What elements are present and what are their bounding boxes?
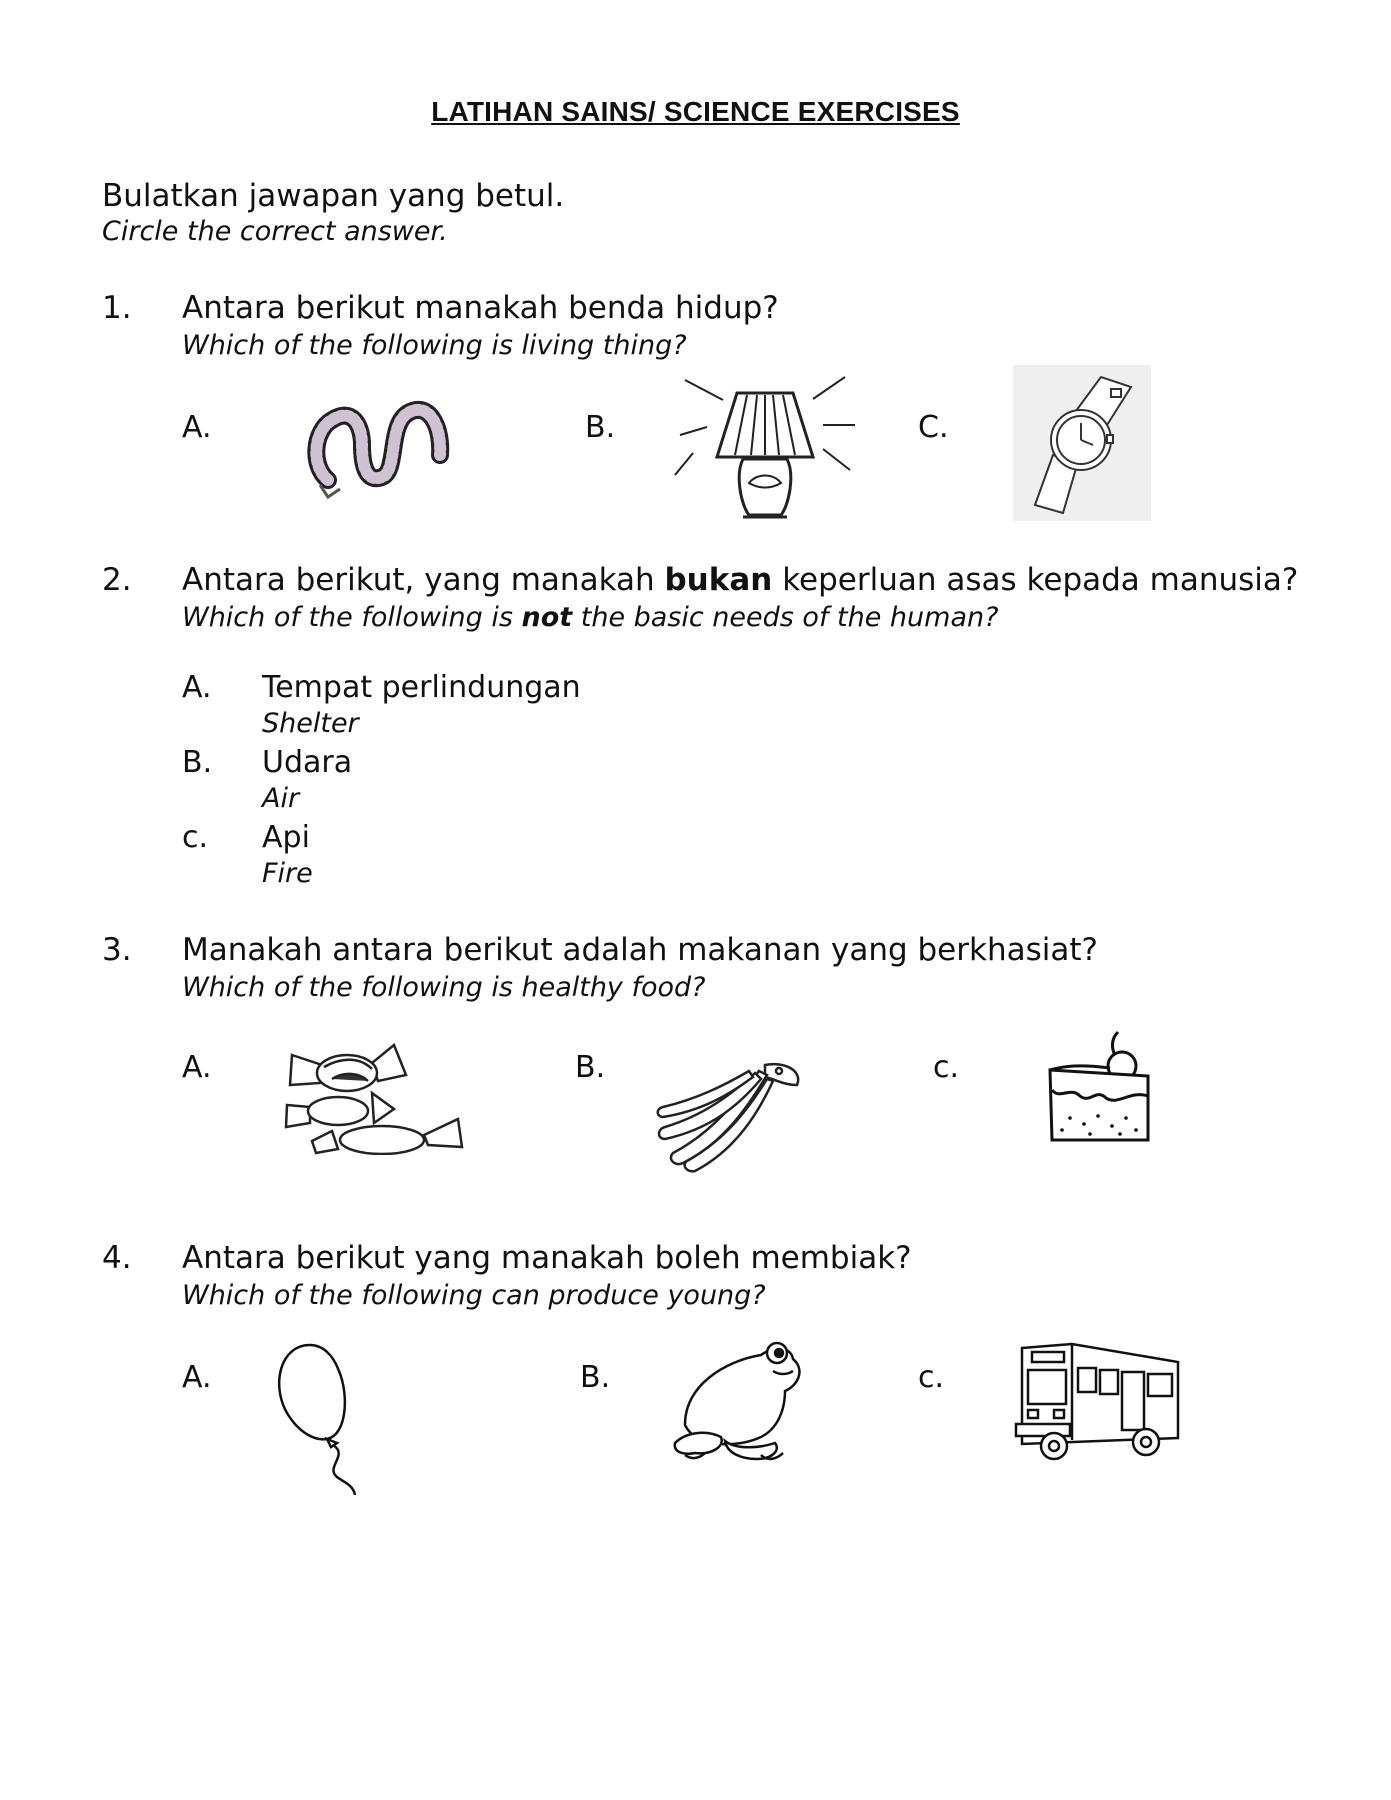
q4-option-b-label[interactable]: B.	[580, 1360, 611, 1395]
question-3-text-ms: Manakah antara berikut adalah makanan yang berkhasiat?	[182, 932, 1098, 968]
candy-icon[interactable]	[282, 1035, 467, 1155]
instruction-ms: Bulatkan jawapan yang betul.	[102, 178, 565, 214]
lamp-icon[interactable]	[665, 365, 865, 525]
q2-option-b-ms[interactable]: Udara	[262, 745, 353, 780]
watch-icon[interactable]	[1013, 365, 1151, 521]
q1-option-c-label[interactable]: C.	[918, 410, 949, 445]
q3-option-b-label[interactable]: B.	[575, 1050, 606, 1085]
q4-option-c-label[interactable]: c.	[918, 1360, 945, 1395]
question-4-number: 4.	[102, 1240, 132, 1276]
question-3-number: 3.	[102, 932, 132, 968]
question-2-text-en: Which of the following is not the basic needs of the human?	[182, 602, 999, 633]
q3-option-c-label[interactable]: c.	[933, 1050, 960, 1085]
question-2-text-ms: Antara berikut, yang manakah bukan keperluan asas kepada manusia?	[182, 562, 1299, 598]
question-2-number: 2.	[102, 562, 132, 598]
question-4-text-en: Which of the following can produce young?	[182, 1280, 766, 1311]
emphasis-not: not	[521, 602, 573, 633]
question-1-number: 1.	[102, 290, 132, 326]
q2-option-b-label[interactable]: B.	[182, 745, 213, 780]
q1-option-b-label[interactable]: B.	[585, 410, 616, 445]
q4-option-a-label[interactable]: A.	[182, 1360, 212, 1395]
bus-icon[interactable]	[1010, 1340, 1185, 1465]
emphasis-bukan: bukan	[664, 562, 773, 598]
q2-option-a-en: Shelter	[262, 708, 359, 739]
question-1-text-en: Which of the following is living thing?	[182, 330, 687, 361]
q3-option-a-label[interactable]: A.	[182, 1050, 212, 1085]
question-1-text-ms: Antara berikut manakah benda hidup?	[182, 290, 779, 326]
banana-icon[interactable]	[655, 1055, 805, 1175]
cake-icon[interactable]	[1040, 1030, 1160, 1150]
instruction-en: Circle the correct answer.	[102, 216, 448, 247]
q2-option-c-en: Fire	[262, 858, 313, 889]
q2-option-c-ms[interactable]: Api	[262, 820, 310, 855]
page-title: LATIHAN SAINS/ SCIENCE EXERCISES	[431, 96, 960, 127]
question-3-text-en: Which of the following is healthy food?	[182, 972, 706, 1003]
balloon-icon[interactable]	[265, 1335, 395, 1495]
q1-option-a-label[interactable]: A.	[182, 410, 212, 445]
question-4-text-ms: Antara berikut yang manakah boleh membiak?	[182, 1240, 912, 1276]
q2-option-c-label[interactable]: c.	[182, 820, 209, 855]
q2-option-a-label[interactable]: A.	[182, 670, 212, 705]
worm-icon[interactable]	[300, 385, 460, 505]
q2-option-a-ms[interactable]: Tempat perlindungan	[262, 670, 581, 705]
frog-icon[interactable]	[665, 1325, 815, 1475]
q2-option-b-en: Air	[262, 783, 300, 814]
